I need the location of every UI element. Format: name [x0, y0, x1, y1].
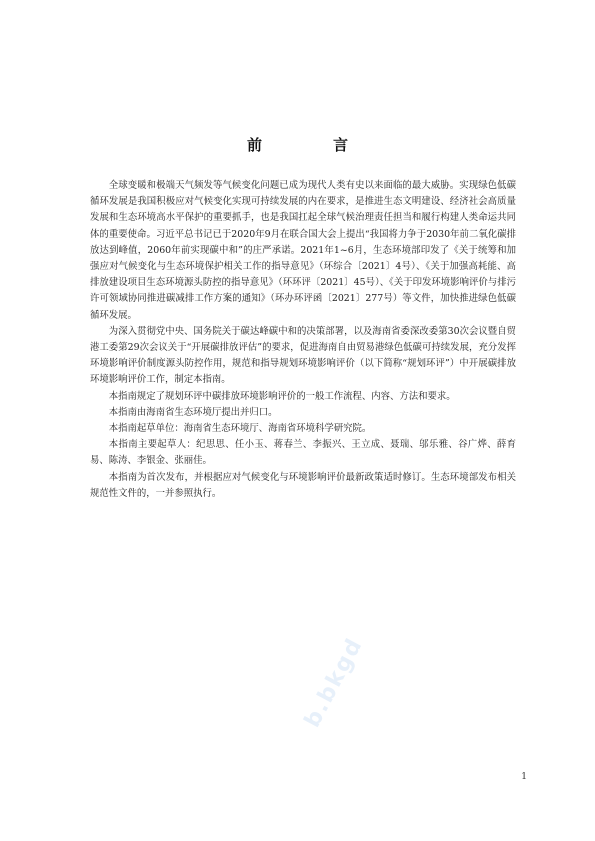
paragraph-scope: 本指南规定了规划环评中碳排放环境影响评价的一般工作流程、内容、方法和要求。: [108, 390, 456, 402]
paragraph-drafters: 本指南主要起草人：纪思思、任小玉、蒋春兰、李振兴、王立成、聂瑞、邬乐雅、谷广烨、薛育易、陈涛、李银金、张丽佳。: [90, 439, 516, 467]
preface-body: [90, 178, 516, 502]
paragraph-proposer: 本指南由海南省生态环境厅提出并归口。: [108, 406, 278, 418]
paragraph-release-note: 本指南为首次发布，并根据应对气候变化与环境影响评价最新政策适时修订。生态环境部发布相关规范性文件的，一并参照执行。: [90, 471, 516, 499]
watermark: b.bkgd: [300, 633, 369, 732]
page-title: 前 言: [246, 136, 376, 154]
paragraph-background: 全球变暖和极端天气频发等气候变化问题已成为现代人类有史以来面临的最大威胁。实现绿色低碳循环发展是我国积极应对气候变化实现可持续发展的内在要求，是推进生态文明建设、经济社会高质量发展和生态环境高水平保护的重要抓手，也是我国扛起全球气候治理责任担当和履行构建人类命运共同体的重要使命。习近平总书记已于2020年9月在联合国大会上提出“我国将力争于2030年前二氧化碳排放达到峰值，2060年前实现碳中和”的庄严承诺。2021年1~6月，生态环境部印发了《关于统筹和加强应对气候变化与生态环境保护相关工作的指导意见》（环综合〔2021〕4号）、《关于加强高耗能、高排放建设项目生态环境源头防控的指导意见》（环环评〔2021〕45号）、《关于印发环境影响评价与排污许可领域协同推进碳减排工作方案的通知》（环办环评函〔2021〕277号）等文件，加快推进绿色低碳循环发展。: [90, 180, 516, 321]
page-number: 1: [521, 772, 527, 782]
paragraph-drafting-units: 本指南起草单位：海南省生态环境厅、海南省环境科学研究院。: [108, 423, 372, 435]
paragraph-purpose: 为深入贯彻党中央、国务院关于碳达峰碳中和的决策部署，以及海南省委深改委第30次会议暨自贸港工委第29次会议关于“开展碳排放评估”的要求，促进海南自由贸易港绿色低碳可持续发展，充分发挥环境影响评价制度源头防控作用，规范和指导规划环境影响评价（以下简称“规划环评”）中开展碳排放环境影响评价工作，制定本指南。: [90, 325, 516, 386]
